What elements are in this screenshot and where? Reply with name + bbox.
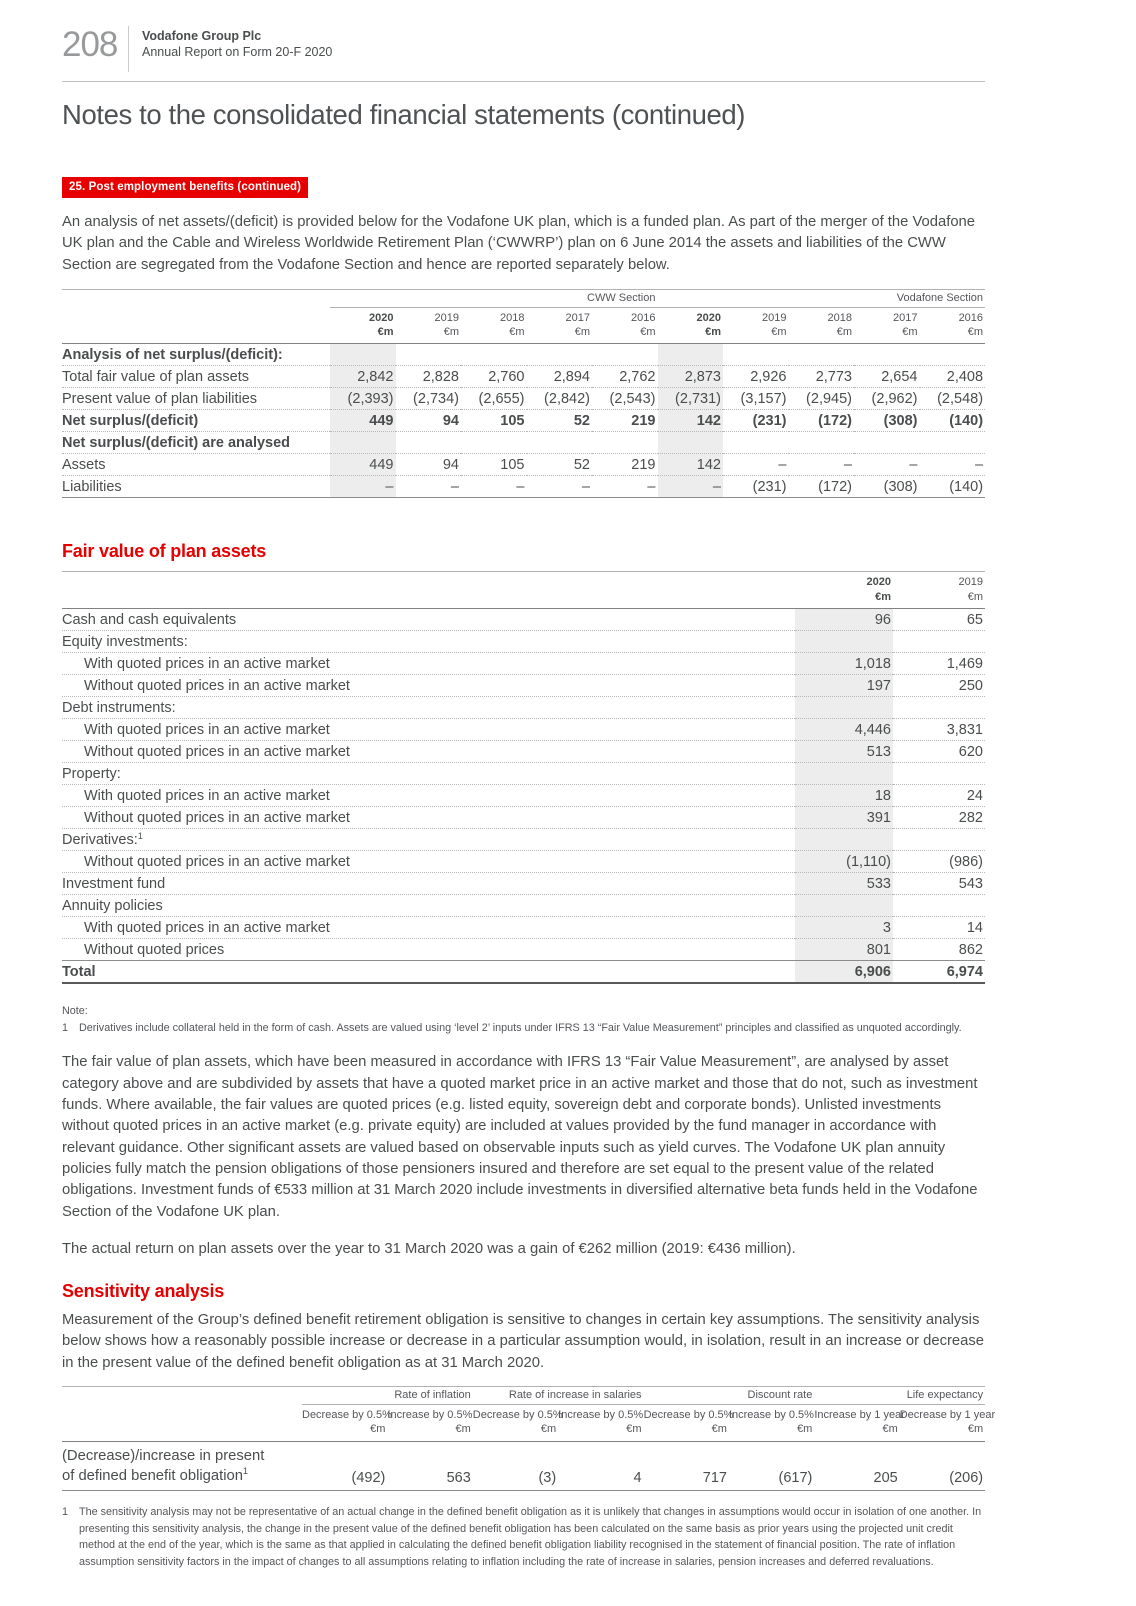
value-cell: 94 [396,410,462,432]
spacer-cell [62,572,795,609]
value-cell: 543 [893,873,985,895]
report-title: Annual Report on Form 20-F 2020 [142,45,333,59]
row-label: Investment fund [62,873,795,895]
value-cell [893,895,985,917]
value-cell: (2,734) [396,388,462,410]
header-meta [142,26,332,59]
value-cell: 65 [893,609,985,631]
year-label: 2019 [958,576,983,589]
year-label: 2020 [696,311,721,324]
section-label: Vodafone Section [658,289,986,307]
value-cell: 862 [893,939,985,961]
table-row [62,653,985,675]
row-label: With quoted prices in an active market [62,653,795,675]
column-header-cell [472,1405,563,1442]
row-label: Total [62,961,795,984]
unit-label: €m [967,590,983,603]
value-cell: 219 [592,410,658,432]
table-row [62,432,985,454]
section-header-row [62,289,985,307]
unit-label: €m [902,326,918,339]
value-cell: (231) [723,476,789,498]
page-header [62,0,985,72]
row-label: Liabilities [62,476,330,498]
column-label: Decrease by 0.5% [643,1409,734,1422]
value-cell [789,432,855,454]
year-header-cell [396,307,462,344]
value-cell [920,432,986,454]
column-header-cell [814,1405,905,1442]
column-label: Increase by 1 year [814,1409,905,1422]
value-cell [795,697,893,719]
value-cell: 2,894 [527,366,593,388]
value-cell: 52 [527,410,593,432]
year-header-cell [920,307,986,344]
value-cell: 3,831 [893,719,985,741]
value-cell: (308) [854,476,920,498]
fair-value-paragraph: The fair value of plan assets, which have been measured in accordance with IFRS 13 “Fair Value Measurement”, are analysed by asset category above and are subdivided by assets that have a quoted market price in an active market and those that do not, such as investment funds. Where available, the fair values are quoted prices (e.g. listed equity, sovereign debt and corporate bonds). Unlisted investments without quoted prices in an active market (e.g. private equity) are included at values provided by the fund manager in accordance with relevant guidance. Other significant assets are valued based on observable inputs such as yield curves. The Vodafone UK plan annuity policies fully match the pension obligations of those pensioners insured and therefore are set equal to the present value of the related obligations. Investment funds of €533 million at 31 March 2020 include investments in diversified alternative beta funds held in the Vodafone Section of the Vodafone UK plan. [62,1054,978,1220]
value-cell: – [658,476,724,498]
value-cell: – [920,454,986,476]
fair-value-heading: Fair value of plan assets [62,541,267,562]
year-header-cell [795,572,893,609]
year-label: 2018 [827,311,852,324]
page-content [62,0,996,1571]
spacer-cell [62,289,330,307]
value-cell [461,432,527,454]
row-label: Without quoted prices in an active market [62,851,795,873]
row-label: Net surplus/(deficit) [62,410,330,432]
sensitivity-footnote [62,1504,985,1571]
value-cell [527,344,593,366]
row-label: Total fair value of plan assets [62,366,330,388]
unit-label: €m [640,326,656,339]
year-header-cell [592,307,658,344]
row-label: Debt instruments: [62,697,795,719]
value-cell: 14 [893,917,985,939]
value-cell [658,432,724,454]
value-cell: 105 [461,454,527,476]
unit-label: €m [443,326,459,339]
value-cell: 94 [396,454,462,476]
value-cell: (492) [302,1441,387,1490]
value-cell [330,432,396,454]
row-label: Without quoted prices in an active market [62,675,795,697]
actual-return-paragraph: The actual return on plan assets over the year to 31 March 2020 was a gain of €262 million (2019: €436 million). [62,1240,796,1257]
column-header-cell [387,1405,472,1442]
value-cell: 4,446 [795,719,893,741]
value-cell: 801 [795,939,893,961]
table-row [62,829,985,851]
value-cell: 24 [893,785,985,807]
row-label: Without quoted prices in an active market [62,741,795,763]
year-header-cell [658,307,724,344]
value-cell [592,344,658,366]
year-label: 2020 [369,311,394,324]
fair-value-table [62,571,985,984]
group-label: Life expectancy [814,1387,985,1405]
value-cell [789,344,855,366]
table-row [62,807,985,829]
year-header-cell [893,572,985,609]
value-cell [795,763,893,785]
value-cell: (3) [473,1441,558,1490]
row-label-line: of defined benefit obligation$^1$ [62,1466,249,1485]
value-cell [330,344,396,366]
year-label: 2017 [893,311,918,324]
column-header-cell [899,1405,996,1442]
value-cell: 2,842 [330,366,396,388]
year-label: 2018 [500,311,525,324]
value-cell [920,344,986,366]
unit-label: €m [455,1423,471,1436]
row-label: With quoted prices in an active market [62,917,795,939]
value-cell: (2,962) [854,388,920,410]
table-row [62,785,985,807]
value-cell: 3 [795,917,893,939]
value-cell: 513 [795,741,893,763]
row-label: Present value of plan liabilities [62,388,330,410]
value-cell [893,697,985,719]
row-label-line: (Decrease)/increase in present [62,1447,265,1464]
value-cell: (2,393) [330,388,396,410]
column-label: Increase by 0.5% [728,1409,814,1422]
value-cell [795,895,893,917]
table-row [62,476,985,498]
column-header-cell [558,1405,643,1442]
value-cell: (2,548) [920,388,986,410]
column-header-cell [302,1405,392,1442]
table-row [62,851,985,873]
value-cell: 620 [893,741,985,763]
footnote-number: 1 [62,1506,69,1519]
year-header-cell [461,307,527,344]
value-cell: – [592,476,658,498]
year-label: 2016 [631,311,656,324]
value-cell: – [723,454,789,476]
value-cell: 1,018 [795,653,893,675]
column-label: Decrease by 1 year [899,1409,996,1422]
row-label: Cash and cash equivalents [62,609,795,631]
value-cell: 449 [330,410,396,432]
value-cell: (1,110) [795,851,893,873]
value-cell: 2,762 [592,366,658,388]
row-label: With quoted prices in an active market [62,719,795,741]
value-cell: 533 [795,873,893,895]
footnote-text: The sensitivity analysis may not be representative of an actual change in the defined benefit obligation as it is unlikely that changes in assumptions would occur in isolation of one another. In presenting this sensitivity analysis, the change in the present value of the defined benefit obligation has been calculated on the same basis as prior years using the projected unit credit method at the end of the year, which is the same as that applied in calculating the defined benefit obligation liability recognised in the statement of financial position. The rate of inflation assumption sensitivity factors in the impact of changes to all assumptions relating to inflation including the rate of increase in salaries, pension increases and deferred revaluations. [79,1506,982,1569]
value-cell: 2,873 [658,366,724,388]
row-label: Property: [62,763,795,785]
company-name: Vodafone Group Plc [142,29,262,43]
unit-label: €m [626,1423,642,1436]
value-cell: 282 [893,807,985,829]
spacer-cell [62,307,330,344]
value-cell [658,344,724,366]
spacer-cell [62,1405,302,1442]
note-number: 1 [62,1022,69,1035]
net-assets-table [62,289,985,499]
year-header-cell [789,307,855,344]
value-cell: 6,906 [795,961,893,984]
year-label: 2016 [958,311,984,324]
value-cell [854,344,920,366]
unit-label: €m [370,1423,386,1436]
year-label: 2019 [762,311,787,324]
value-cell: – [461,476,527,498]
unit-label: €m [967,326,984,339]
unit-label: €m [967,1423,984,1436]
value-cell: 2,408 [920,366,986,388]
year-header-row [62,307,985,344]
value-cell: 2,654 [854,366,920,388]
value-cell: 2,828 [396,366,462,388]
value-cell: 219 [592,454,658,476]
unit-label: €m [574,326,590,339]
table-row [62,741,985,763]
page-number: 208 [62,25,118,64]
value-cell: (2,543) [592,388,658,410]
table-row [62,366,985,388]
table-row [62,344,985,366]
table-row [62,961,985,984]
value-cell: 142 [658,454,724,476]
row-label: Without quoted prices in an active market [62,807,795,829]
value-cell: 2,926 [723,366,789,388]
table-row [62,697,985,719]
value-cell: 1,469 [893,653,985,675]
value-cell: (2,945) [789,388,855,410]
row-label [62,1441,302,1490]
table-row [62,763,985,785]
value-cell [795,631,893,653]
year-label: 2017 [565,311,590,324]
group-label: Discount rate [644,1387,815,1405]
value-cell: (140) [920,476,986,498]
value-cell: – [789,454,855,476]
value-cell: 142 [658,410,724,432]
value-cell: (172) [789,410,855,432]
value-cell: 250 [893,675,985,697]
unit-label: €m [705,326,721,339]
value-cell: 717 [644,1441,729,1490]
value-cell [461,344,527,366]
value-cell [795,829,893,851]
table-row [62,719,985,741]
table-row [62,917,985,939]
derivatives-note [62,1020,985,1036]
row-label: Equity investments: [62,631,795,653]
unit-label: €m [540,1423,557,1436]
intro-paragraph: An analysis of net assets/(deficit) is provided below for the Vodafone UK plan, which is a funded plan. As part of the merger of the Vodafone UK plan and the Cable and Wireless Worldwide Retirement Plan (‘CWWRP’) plan on 6 June 2014 the assets and liabilities of the CWW Section are segregated from the Vodafone Section and hence are reported separately below. [62,214,976,273]
value-cell: (140) [920,410,986,432]
table-row [62,631,985,653]
column-header-row [62,1405,985,1442]
table-row [62,939,985,961]
value-cell: (172) [789,476,855,498]
value-cell: 197 [795,675,893,697]
value-cell: (986) [893,851,985,873]
value-cell: 6,974 [893,961,985,984]
table-row [62,675,985,697]
value-cell [723,344,789,366]
page-title: Notes to the consolidated financial statements (continued) [62,99,746,130]
row-label: With quoted prices in an active market [62,785,795,807]
year-header-cell [723,307,789,344]
unit-label: €m [509,326,525,339]
value-cell: (2,655) [461,388,527,410]
column-label: Increase by 0.5% [387,1409,473,1422]
table-row [62,609,985,631]
row-label: Derivatives:$^1$ [62,829,795,851]
value-cell: – [527,476,593,498]
value-cell: 52 [527,454,593,476]
row-label: Assets [62,454,330,476]
value-cell: 449 [330,454,396,476]
unit-label: €m [882,1423,898,1436]
year-header-cell [527,307,593,344]
value-cell: (2,731) [658,388,724,410]
column-header-cell [643,1405,734,1442]
value-cell: (3,157) [723,388,789,410]
group-header-row [62,1387,985,1405]
note-block [62,1003,985,1036]
group-label: Rate of inflation [302,1387,473,1405]
unit-label: €m [711,1423,727,1436]
value-cell: (231) [723,410,789,432]
value-cell: 2,773 [789,366,855,388]
footnote-ref: 1 [243,1466,249,1477]
column-label: Decrease by 0.5% [302,1409,392,1422]
value-cell: (617) [729,1441,814,1490]
year-header-row [62,572,985,609]
header-rule [62,81,985,82]
value-cell [893,631,985,653]
section-badge: 25. Post employment benefits (continued) [62,177,308,198]
value-cell [592,432,658,454]
year-header-cell [854,307,920,344]
value-cell: 105 [461,410,527,432]
value-cell: 205 [814,1441,899,1490]
year-label: 2020 [866,576,891,589]
unit-label: €m [797,1423,813,1436]
value-cell: (308) [854,410,920,432]
table-row [62,454,985,476]
unit-label: €m [771,326,787,339]
note-label: Note: [62,1005,88,1018]
value-cell: 391 [795,807,893,829]
column-header-cell [729,1405,814,1442]
note-text: Derivatives include collateral held in the form of cash. Assets are valued using ‘level 2’ inputs under IFRS 13 “Fair Value Measurement” principles and classified as unquoted accordingly. [79,1022,962,1035]
value-cell: – [854,454,920,476]
sensitivity-table [62,1386,996,1491]
sensitivity-heading: Sensitivity analysis [62,1281,225,1302]
spacer-cell [62,1387,302,1405]
table-row [62,388,985,410]
sensitivity-paragraph: Measurement of the Group’s defined benefit retirement obligation is sensitive to changes in certain key assumptions. The sensitivity analysis below shows how a reasonably possible increase or decrease in a particular assumption would, in isolation, result in an increase or decrease in the present value of the defined benefit obligation as at 31 March 2020. [62,1312,985,1371]
unit-label: €m [875,590,891,603]
value-cell: – [330,476,396,498]
year-label: 2019 [434,311,459,324]
table-row [62,410,985,432]
value-cell: 18 [795,785,893,807]
value-cell [396,344,462,366]
value-cell [854,432,920,454]
value-cell: 563 [387,1441,472,1490]
value-cell: (2,842) [527,388,593,410]
table-row [62,1441,985,1490]
table-row [62,873,985,895]
column-label: Increase by 0.5% [558,1409,644,1422]
unit-label: €m [836,326,852,339]
row-label: Analysis of net surplus/(deficit): [62,344,330,366]
row-label: Annuity policies [62,895,795,917]
value-cell [893,763,985,785]
row-label: Without quoted prices [62,939,795,961]
unit-label: €m [377,326,394,339]
value-cell [527,432,593,454]
value-cell [396,432,462,454]
value-cell: 4 [558,1441,643,1490]
row-label: Net surplus/(deficit) are analysed [62,432,330,454]
footnote-ref: 1 [137,830,143,841]
value-cell: 96 [795,609,893,631]
column-label: Decrease by 0.5% [472,1409,563,1422]
value-cell: 2,760 [461,366,527,388]
header-divider [128,26,129,72]
group-label: Rate of increase in salaries [473,1387,644,1405]
value-cell [723,432,789,454]
table-row [62,895,985,917]
value-cell: – [396,476,462,498]
value-cell [893,829,985,851]
section-label: CWW Section [330,289,658,307]
value-cell: (206) [900,1441,985,1490]
year-header-cell [330,307,396,344]
